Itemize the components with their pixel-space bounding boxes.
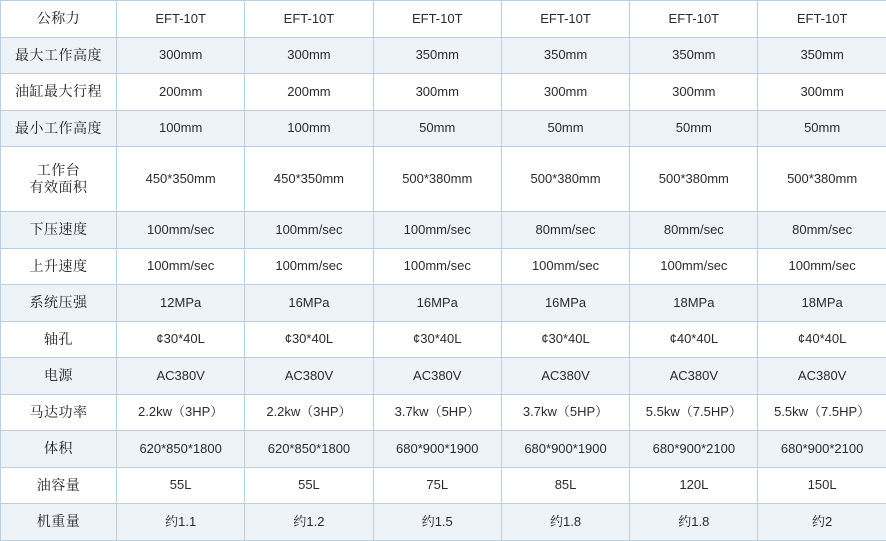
table-row: [1, 37, 886, 74]
table-cell: 18MPa: [758, 285, 886, 322]
table-row: [1, 358, 886, 395]
table-cell: 100mm/sec: [245, 212, 373, 249]
row-label: 油容量: [1, 467, 117, 504]
table-row: [1, 321, 886, 358]
table-cell: AC380V: [758, 358, 886, 395]
table-cell: 200mm: [245, 74, 373, 111]
table-cell: 16MPa: [245, 285, 373, 322]
table-body: [1, 1, 886, 541]
table-cell: 100mm/sec: [117, 248, 245, 285]
table-cell: 450*350mm: [117, 147, 245, 212]
table-row: [1, 285, 886, 322]
table-row: [1, 110, 886, 147]
table-cell: 120L: [630, 467, 758, 504]
table-cell: 18MPa: [630, 285, 758, 322]
table-row: [1, 394, 886, 431]
table-cell: EFT-10T: [758, 1, 886, 38]
table-cell: AC380V: [373, 358, 501, 395]
table-cell: 约1.1: [117, 504, 245, 541]
table-cell: 450*350mm: [245, 147, 373, 212]
table-cell: 85L: [501, 467, 629, 504]
table-cell: 80mm/sec: [758, 212, 886, 249]
table-cell: 16MPa: [501, 285, 629, 322]
table-cell: EFT-10T: [245, 1, 373, 38]
table-cell: 3.7kw（5HP）: [373, 394, 501, 431]
table-cell: 100mm/sec: [501, 248, 629, 285]
table-cell: EFT-10T: [373, 1, 501, 38]
table-row: [1, 248, 886, 285]
table-cell: ¢40*40L: [630, 321, 758, 358]
row-label: 轴孔: [1, 321, 117, 358]
table-cell: 200mm: [117, 74, 245, 111]
table-cell: 50mm: [501, 110, 629, 147]
table-row: [1, 504, 886, 541]
table-row: [1, 431, 886, 468]
table-cell: 300mm: [501, 74, 629, 111]
table-cell: 680*900*1900: [373, 431, 501, 468]
row-label: 系统压强: [1, 285, 117, 322]
table-row: [1, 1, 886, 38]
table-cell: 300mm: [758, 74, 886, 111]
table-cell: 50mm: [373, 110, 501, 147]
table-cell: 300mm: [245, 37, 373, 74]
row-label: 电源: [1, 358, 117, 395]
table-row: [1, 74, 886, 111]
row-label-line: 有效面积: [29, 179, 88, 196]
table-cell: 2.2kw（3HP）: [245, 394, 373, 431]
table-cell: ¢30*40L: [373, 321, 501, 358]
table-cell: 100mm/sec: [630, 248, 758, 285]
table-cell: 100mm: [117, 110, 245, 147]
row-label-line: 工作台: [36, 161, 81, 178]
row-label: 公称力: [1, 1, 117, 38]
table-cell: 350mm: [630, 37, 758, 74]
table-cell: 300mm: [630, 74, 758, 111]
row-label: [1, 147, 117, 212]
table-cell: 约1.2: [245, 504, 373, 541]
table-cell: 620*850*1800: [245, 431, 373, 468]
table-cell: EFT-10T: [630, 1, 758, 38]
table-cell: 5.5kw（7.5HP）: [758, 394, 886, 431]
table-cell: ¢30*40L: [501, 321, 629, 358]
table-cell: AC380V: [245, 358, 373, 395]
table-cell: 500*380mm: [501, 147, 629, 212]
table-row: [1, 212, 886, 249]
table-cell: ¢30*40L: [117, 321, 245, 358]
table-cell: 16MPa: [373, 285, 501, 322]
table-cell: 50mm: [758, 110, 886, 147]
table-cell: 100mm: [245, 110, 373, 147]
table-cell: AC380V: [117, 358, 245, 395]
row-label: 上升速度: [1, 248, 117, 285]
table-cell: 2.2kw（3HP）: [117, 394, 245, 431]
row-label: 下压速度: [1, 212, 117, 249]
table-row: [1, 147, 886, 212]
table-cell: 5.5kw（7.5HP）: [630, 394, 758, 431]
table-cell: 约1.8: [630, 504, 758, 541]
table-cell: 约1.8: [501, 504, 629, 541]
table-cell: 80mm/sec: [630, 212, 758, 249]
row-label: 体积: [1, 431, 117, 468]
table-cell: 100mm/sec: [117, 212, 245, 249]
row-label: 最大工作高度: [1, 37, 117, 74]
row-label: 油缸最大行程: [1, 74, 117, 111]
table-cell: 100mm/sec: [245, 248, 373, 285]
table-cell: 680*900*2100: [630, 431, 758, 468]
table-cell: 12MPa: [117, 285, 245, 322]
table-cell: 300mm: [373, 74, 501, 111]
table-cell: 620*850*1800: [117, 431, 245, 468]
table-cell: 55L: [117, 467, 245, 504]
row-label: 最小工作高度: [1, 110, 117, 147]
table-cell: 500*380mm: [758, 147, 886, 212]
table-cell: 75L: [373, 467, 501, 504]
table-row: [1, 467, 886, 504]
table-cell: 约2: [758, 504, 886, 541]
table-cell: 500*380mm: [373, 147, 501, 212]
table-cell: 100mm/sec: [373, 248, 501, 285]
table-cell: 500*380mm: [630, 147, 758, 212]
table-cell: 100mm/sec: [758, 248, 886, 285]
table-cell: 680*900*2100: [758, 431, 886, 468]
table-cell: ¢40*40L: [758, 321, 886, 358]
table-cell: ¢30*40L: [245, 321, 373, 358]
table-cell: 100mm/sec: [373, 212, 501, 249]
table-cell: 680*900*1900: [501, 431, 629, 468]
table-cell: EFT-10T: [501, 1, 629, 38]
table-cell: 80mm/sec: [501, 212, 629, 249]
table-cell: AC380V: [630, 358, 758, 395]
table-cell: AC380V: [501, 358, 629, 395]
table-cell: 50mm: [630, 110, 758, 147]
table-cell: 350mm: [501, 37, 629, 74]
table-cell: EFT-10T: [117, 1, 245, 38]
row-label: 机重量: [1, 504, 117, 541]
table-cell: 55L: [245, 467, 373, 504]
table-cell: 350mm: [758, 37, 886, 74]
row-label: 马达功率: [1, 394, 117, 431]
table-cell: 350mm: [373, 37, 501, 74]
table-cell: 300mm: [117, 37, 245, 74]
table-cell: 150L: [758, 467, 886, 504]
table-cell: 3.7kw（5HP）: [501, 394, 629, 431]
table-cell: 约1.5: [373, 504, 501, 541]
